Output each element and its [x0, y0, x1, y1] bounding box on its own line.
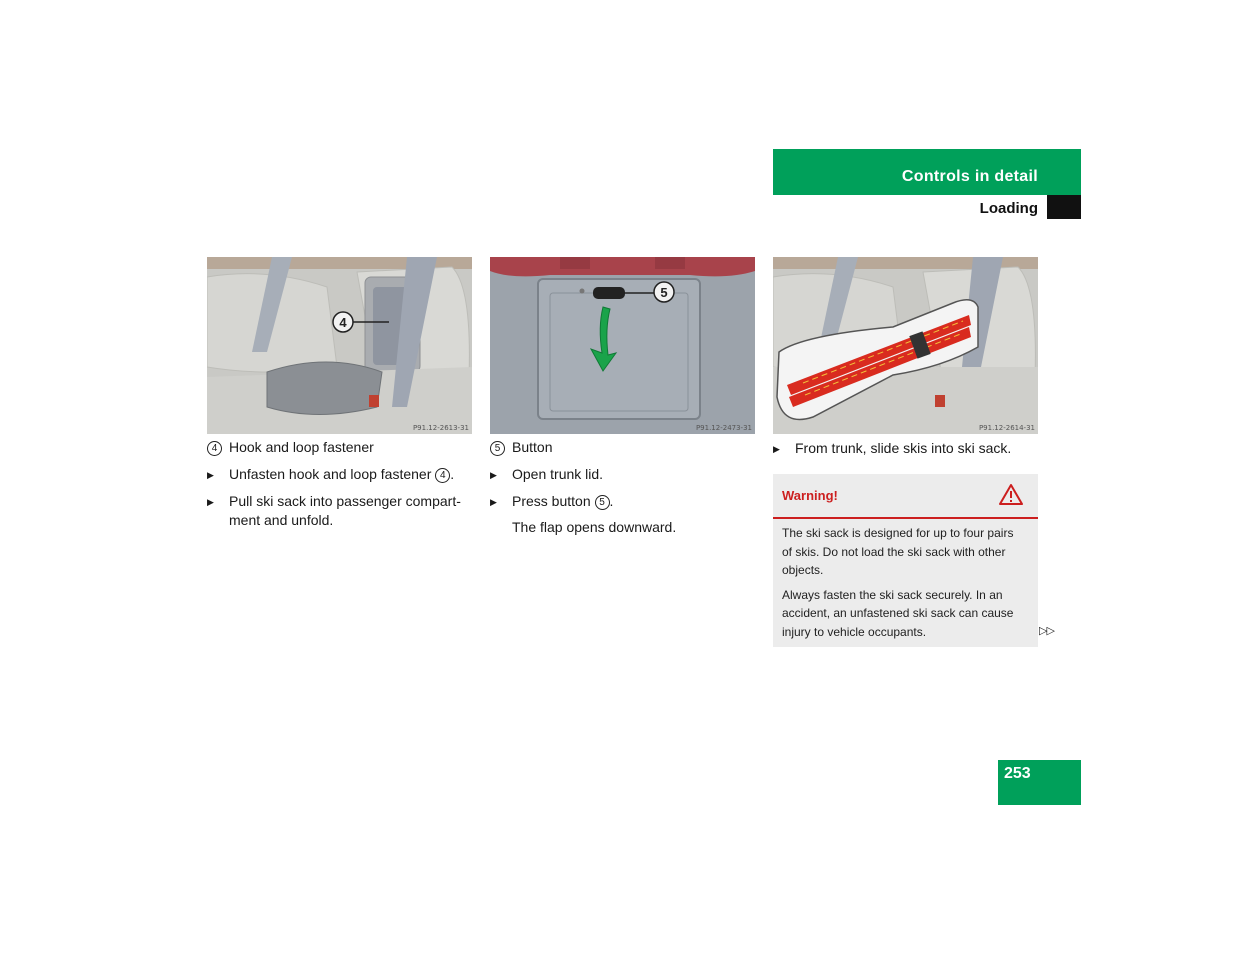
warning-header [773, 474, 1038, 519]
warning-line: accident, an unfastened ski sack can cause [782, 606, 1014, 620]
warning-triangle-icon [998, 483, 1024, 506]
warning-line: of skis. Do not load the ski sack with other [782, 544, 1006, 559]
callout-4-label: 4 [339, 315, 347, 330]
warning-line: The ski sack is designed for up to four pairs [782, 526, 1014, 540]
warning-paragraph-2 [782, 586, 1029, 642]
triangle-bullet-icon: ▶ [207, 470, 214, 480]
subsection-title: Loading [979, 200, 1038, 217]
trunk-flap-illustration [490, 257, 755, 434]
figure-skis-in-sack [773, 257, 1038, 434]
step-text: Pull ski sack into passenger compart- [229, 493, 461, 509]
callout-number: 5 [490, 441, 505, 456]
figure-hook-fastener [207, 257, 472, 434]
step-text-line [512, 492, 613, 511]
callout-number: 4 [207, 441, 222, 456]
figure-trunk-button [490, 257, 755, 434]
warning-box [773, 474, 1038, 647]
step-text: ment and unfold. [229, 512, 334, 528]
step-text: From trunk, slide skis into ski sack. [795, 440, 1012, 456]
column-2-text [490, 438, 755, 548]
step-text-line [229, 465, 454, 484]
column-3-text [773, 439, 1038, 461]
callout-ref: 5 [595, 495, 610, 510]
triangle-bullet-icon: ▶ [490, 470, 497, 480]
section-tab-marker [1047, 195, 1081, 219]
page-number: 253 [1004, 765, 1031, 782]
section-header [773, 149, 1081, 195]
page-number-box [998, 760, 1081, 805]
step-end: . [609, 493, 614, 509]
figure-code: P91.12-2614-31 [978, 424, 1035, 432]
legend-item [207, 438, 374, 457]
continue-marker: ▷▷ [1039, 625, 1054, 637]
step-text: Unfasten hook and loop fastener [229, 466, 432, 482]
warning-line: Always fasten the ski sack securely. In an [782, 587, 1003, 602]
step-text: Open trunk lid. [512, 466, 604, 482]
result-text: The flap opens downward. [512, 519, 677, 535]
step-text: Press button [512, 493, 591, 509]
warning-title: Warning! [782, 488, 838, 503]
step-end: . [450, 466, 455, 482]
warning-paragraph-1 [782, 524, 1029, 580]
triangle-bullet-icon: ▶ [773, 444, 780, 454]
triangle-bullet-icon: ▶ [490, 497, 497, 507]
figure-code: P91.12-2613-31 [412, 424, 469, 432]
warning-line: objects. [782, 563, 824, 577]
legend-text: Button [512, 439, 553, 455]
ski-sack-illustration [773, 257, 1038, 434]
warning-line: injury to vehicle occupants. [782, 624, 927, 639]
section-title: Controls in detail [901, 168, 1038, 185]
rear-seat-illustration [207, 257, 472, 434]
legend-item [490, 438, 553, 457]
callout-ref: 4 [435, 468, 450, 483]
triangle-bullet-icon: ▶ [207, 497, 214, 507]
legend-text: Hook and loop fastener [229, 439, 374, 455]
figure-code: P91.12-2473-31 [695, 424, 752, 432]
callout-5-label: 5 [660, 285, 668, 300]
warning-body [773, 519, 1038, 641]
column-1-text [207, 438, 472, 538]
subsection-header [773, 195, 1047, 219]
